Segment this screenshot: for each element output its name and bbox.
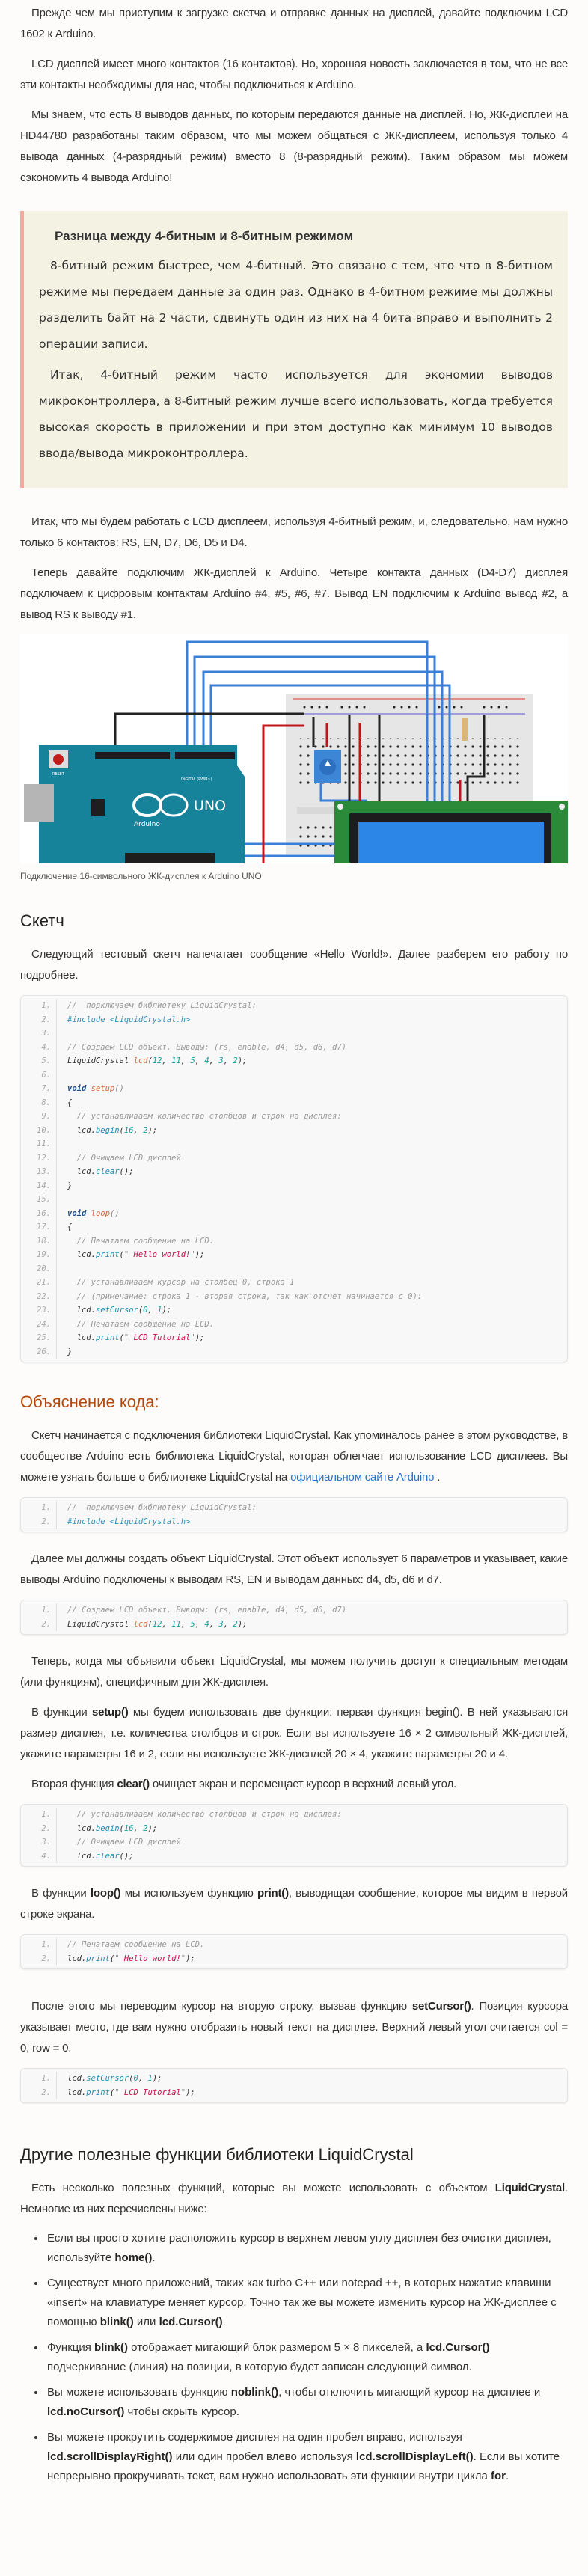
code-line	[21, 1290, 567, 1304]
code-text: // Очищаем LCD дисплей	[76, 1838, 181, 1847]
code-line	[21, 1303, 567, 1318]
line-number: 19.	[21, 1248, 57, 1262]
explain-paragraph-1	[20, 1425, 568, 1488]
code-line	[21, 1822, 567, 1836]
svg-text:RESET: RESET	[52, 772, 65, 777]
intro-paragraph-1: Прежде чем мы приступим к загрузке скетча и отправке данных на дисплей, давайте подключим LCD 1602 к Arduino.	[20, 7, 568, 40]
code-text: // Печатаем сообщение на LCD.	[76, 1319, 214, 1329]
code-line	[21, 1808, 567, 1822]
list-item: • Существует много приложений, таких как turbo C++ или notepad ++, в которых нажатие клавиши «insert» на клавиатуре меняет курсор. Точно так же вы можете изменить курсор на ЖК-дисплее с помощью blink() или lcd.Cursor().	[46, 2274, 568, 2332]
line-number: 1.	[21, 1501, 57, 1515]
code-line	[21, 1618, 567, 1632]
code-text: // Создаем LCD объект. Выводы: (rs, enable, d4, d5, d6, d7)	[67, 1606, 346, 1615]
line-number: 3.	[21, 1027, 57, 1041]
list-item: • Если вы просто хотите расположить курсор в верхнем левом углу дисплея без очистки дисплея, используйте home().	[46, 2229, 568, 2268]
line-number: 24.	[21, 1318, 57, 1332]
text: Вторая функция	[31, 1778, 117, 1790]
line-number: 4.	[21, 1041, 57, 1055]
code-text: void loop()	[67, 1208, 120, 1218]
line-number: 26.	[21, 1345, 57, 1359]
code-text: lcd.print(" Hello world!");	[67, 1954, 195, 1963]
code-text: // устанавливаем курсор на столбец 0, строка 1	[76, 1278, 295, 1287]
code-text: lcd.print(" LCD Tutorial");	[67, 2087, 195, 2097]
loop-function-name: loop()	[90, 1887, 121, 1900]
line-number: 18.	[21, 1235, 57, 1249]
code-text: #include <LiquidCrystal.h>	[67, 1015, 191, 1024]
code-text: }	[67, 1347, 73, 1356]
code-line	[21, 1165, 567, 1179]
line-number: 2.	[21, 1515, 57, 1529]
line-number: 2.	[21, 1013, 57, 1027]
code-line	[21, 1096, 567, 1110]
code-line	[21, 1137, 567, 1151]
line-number: 9.	[21, 1110, 57, 1124]
code-line	[21, 1193, 567, 1207]
code-text: // Создаем LCD объект. Выводы: (rs, enable, d4, d5, d6, d7)	[67, 1042, 346, 1052]
code-text: lcd.begin(16, 2);	[67, 1125, 158, 1135]
code-text	[57, 1027, 67, 1041]
explain-paragraph-6	[20, 1883, 568, 1925]
code-line	[21, 1235, 567, 1249]
code-line	[21, 1013, 567, 1027]
line-number: 2.	[21, 1618, 57, 1632]
callout-paragraph-1: 8-битный режим быстрее, чем 4-битный. Это связано с тем, что что в 8-битном режиме мы передаем данные за один раз. Однако в 4-битном режиме мы должны разделить байт на 2 части, сдвинуть один из них на 4 бита вправо и выполнить 2 операции записи.	[39, 259, 553, 351]
heading-code-explanation: Объяснение кода:	[20, 1392, 159, 1411]
code-line	[21, 1054, 567, 1068]
code-line	[21, 1262, 567, 1276]
code-text: // подключаем библиотеку LiquidCrystal:	[67, 1503, 257, 1512]
code-line	[21, 1938, 567, 1952]
explain-paragraph-2: Далее мы должны создать объект LiquidCrystal. Этот объект использует 6 параметров и указывает, какие выводы Arduino подключены к выводам RS, EN и выводам данных: d4, d5, d6 и d7.	[20, 1552, 568, 1586]
code-text: lcd.clear();	[67, 1167, 134, 1176]
wiring-paragraph-2: Теперь давайте подключим ЖК-дисплей к Arduino. Четыре контакта данных (D4-D7) дисплея подключаем к цифровым контактам Arduino #4, #5, #6, #7. Вывод EN подключим к Arduino вывод #2, а вывод RS к выводу #1.	[20, 566, 568, 621]
code-line	[21, 1515, 567, 1529]
line-number: 15.	[21, 1193, 57, 1207]
code-block-object[interactable]	[20, 1600, 568, 1635]
code-line	[21, 999, 567, 1013]
line-number: 13.	[21, 1165, 57, 1179]
code-text: {	[67, 1223, 73, 1232]
code-text: {	[67, 1098, 73, 1107]
wiring-diagram-image	[20, 634, 568, 863]
wiring-paragraph-1: Итак, что мы будем работать с LCD дисплеем, используя 4-битный режим, и, следовательно, нам нужно только 6 контактов: RS, EN, D7, D6, D5 и D4.	[20, 515, 568, 549]
line-number: 2.	[21, 2086, 57, 2100]
code-text: // (примечание: строка 1 - вторая строка, так как отсчет начинается с 0):	[76, 1291, 423, 1301]
wiring-figure	[20, 634, 568, 881]
line-number: 25.	[21, 1331, 57, 1345]
code-line	[21, 1603, 567, 1618]
line-number: 3.	[21, 1835, 57, 1850]
code-block-cursor[interactable]	[20, 2068, 568, 2103]
code-line	[21, 1318, 567, 1332]
text: мы будем использовать две функции: первая функция begin(). В ней указываются размер дисплея, т.е. количества столбцов и строк. Если вы используете 16 × 2 символьный ЖК-дисплей, укажите параметры 16 и 2, если вы используете ЖК-дисплей 20 × 4, укажите параметры 20 и 4.	[20, 1706, 568, 1760]
code-text: LiquidCrystal lcd(12, 11, 5, 4, 3, 2);	[67, 1056, 248, 1065]
code-line	[21, 1027, 567, 1041]
line-number: 5.	[21, 1054, 57, 1068]
code-text: // устанавливаем количество столбцов и строк на дисплея:	[76, 1112, 342, 1121]
code-block-include[interactable]	[20, 1497, 568, 1532]
code-text: lcd.setCursor(0, 1);	[67, 1306, 172, 1315]
list-item: • Вы можете использовать функцию noblink(), чтобы отключить мигающий курсор на дисплее и lcd.noCursor() чтобы скрыть курсор.	[46, 2383, 568, 2422]
svg-text:Arduino: Arduino	[134, 821, 160, 828]
code-text	[57, 1137, 67, 1151]
explain-paragraph-7	[20, 1996, 568, 2059]
code-line	[21, 1041, 567, 1055]
code-text: // Печатаем сообщение на LCD.	[76, 1236, 214, 1246]
line-number: 11.	[21, 1137, 57, 1151]
code-block-full-sketch[interactable]	[20, 995, 568, 1362]
code-line	[21, 1110, 567, 1124]
code-block-print[interactable]	[20, 1934, 568, 1969]
code-text: lcd.print(" Hello world!");	[67, 1250, 205, 1259]
code-line	[21, 1151, 567, 1166]
list-item: • Функция blink() отображает мигающий блок размером 5 × 8 пикселей, а lcd.Cursor() подчеркивание (линия) на позиции, в которую будет записан следующий символ.	[46, 2338, 568, 2377]
line-number: 6.	[21, 1068, 57, 1083]
code-text	[57, 1068, 67, 1083]
code-text: LiquidCrystal lcd(12, 11, 5, 4, 3, 2);	[67, 1619, 248, 1629]
code-block-setup[interactable]	[20, 1804, 568, 1867]
line-number: 1.	[21, 1808, 57, 1822]
list-item: • Вы можете прокрутить содержимое дисплея на один пробел вправо, используя lcd.scrollDisplayRight() или один пробел влево используя lcd.scrollDisplayLeft(). Если вы хотите непрерывно прокручивать текст, вам нужно использовать эти функции внутри цикла for.	[46, 2428, 568, 2486]
code-line	[21, 1331, 567, 1345]
print-function-name: print()	[257, 1887, 289, 1900]
circuit-illustration-icon	[20, 634, 568, 863]
explain-paragraph-4	[20, 1702, 568, 1765]
code-text: // устанавливаем количество столбцов и строк на дисплея:	[76, 1810, 342, 1819]
text: . Немногие из них перечислены ниже:	[20, 2182, 568, 2215]
explain-text: Скетч начинается с подключения библиотеки LiquidCrystal. Как упоминалось ранее в этом руководстве, в сообществе Arduino есть библиотека LiquidCrystal, которая облегчает использование LCD дисплеев. Вы можете узнать больше о библиотеке LiquidCrystal на	[20, 1429, 568, 1484]
code-line	[21, 2072, 567, 2086]
code-text: #include <LiquidCrystal.h>	[67, 1517, 191, 1526]
code-text	[57, 1193, 67, 1207]
code-text: lcd.print(" LCD Tutorial");	[67, 1333, 205, 1342]
code-line	[21, 1124, 567, 1138]
callout-title: Разница между 4-битным и 8-битным режимом	[55, 229, 354, 243]
explain-paragraph-3: Теперь, когда мы объявили объект LiquidCrystal, мы можем получить доступ к специальным методам (или функциям), специфичным для ЖК-дисплея.	[20, 1655, 568, 1689]
svg-text:UNO: UNO	[194, 798, 227, 814]
line-number: 1.	[21, 1938, 57, 1952]
code-text	[57, 1262, 67, 1276]
line-number: 7.	[21, 1082, 57, 1096]
line-number: 16.	[21, 1207, 57, 1221]
line-number: 1.	[21, 999, 57, 1013]
line-number: 12.	[21, 1151, 57, 1166]
line-number: 1.	[21, 1603, 57, 1618]
code-line	[21, 1082, 567, 1096]
code-text: // Печатаем сообщение на LCD.	[67, 1940, 205, 1949]
text: очищает экран и перемещает курсор в верхний левый угол.	[149, 1778, 456, 1790]
line-number: 10.	[21, 1124, 57, 1138]
other-intro	[20, 2178, 568, 2220]
code-line	[21, 2086, 567, 2100]
code-line	[21, 1248, 567, 1262]
code-line	[21, 1068, 567, 1083]
clear-function-name: clear()	[117, 1778, 150, 1790]
liquidcrystal-name: LiquidCrystal	[494, 2182, 566, 2194]
line-number: 20.	[21, 1262, 57, 1276]
setcursor-function-name: setCursor()	[411, 2000, 471, 2013]
line-number: 14.	[21, 1179, 57, 1193]
text: . Позиция курсора указывает место, где вам нужно отобразить новый текст на дисплее. Верхний левый угол считается col = 0, row = 0.	[20, 2000, 568, 2055]
explain-paragraph-5	[20, 1774, 568, 1795]
setup-function-name: setup()	[91, 1706, 129, 1719]
line-number: 21.	[21, 1276, 57, 1290]
line-number: 2.	[21, 1822, 57, 1836]
callout-4bit-vs-8bit	[20, 211, 568, 488]
line-number: 23.	[21, 1303, 57, 1318]
line-number: 22.	[21, 1290, 57, 1304]
sketch-intro: Следующий тестовый скетч напечатает сообщение «Hello World!». Далее разберем его работу по подробнее.	[20, 948, 568, 982]
line-number: 4.	[21, 1850, 57, 1864]
text: В функции	[31, 1706, 92, 1719]
code-line	[21, 1220, 567, 1235]
text: , выводящая сообщение, которое мы видим в первой строке экрана.	[20, 1887, 568, 1921]
code-line	[21, 1850, 567, 1864]
intro-paragraph-2: LCD дисплей имеет много контактов (16 контактов). Но, хорошая новость заключается в том, что не все эти контакты необходимы для нас, чтобы подключиться к Arduino.	[20, 58, 568, 91]
svg-text:DIGITAL (PWM~): DIGITAL (PWM~)	[181, 777, 212, 782]
line-number: 17.	[21, 1220, 57, 1235]
code-text: lcd.begin(16, 2);	[67, 1823, 158, 1833]
line-number: 1.	[21, 2072, 57, 2086]
code-text: // Очищаем LCD дисплей	[76, 1153, 181, 1163]
code-text: lcd.setCursor(0, 1);	[67, 2074, 162, 2083]
text: После этого мы переводим курсор на вторую строку, вызвав функцию	[31, 2000, 412, 2013]
text: Есть несколько полезных функций, которые вы можете использовать с объектом	[31, 2182, 495, 2194]
text: мы используем функцию	[120, 1887, 257, 1900]
heading-sketch: Скетч	[20, 911, 64, 930]
code-line	[21, 1835, 567, 1850]
code-text: }	[67, 1181, 73, 1190]
code-text: // подключаем библиотеку LiquidCrystal:	[67, 1001, 257, 1010]
code-line	[21, 1345, 567, 1359]
code-line	[21, 1207, 567, 1221]
line-number: 8.	[21, 1096, 57, 1110]
callout-paragraph-2: Итак, 4-битный режим часто используется для экономии выводов микроконтроллера, а 8-битный режим лучше всего использовать, когда требуется высокая скорость в приложении и при этом доступно как минимум 10 выводов ввода/вывода микроконтроллера.	[39, 368, 553, 460]
code-line	[21, 1501, 567, 1515]
heading-other-functions: Другие полезные функции библиотеки LiquidCrystal	[20, 2145, 414, 2164]
intro-paragraph-3: Мы знаем, что есть 8 выводов данных, по которым передаются данные на дисплей. Но, ЖК-дисплеи на HD44780 разработаны таким образом, что мы можем общаться с ЖК-дисплеем, используя только 4 вывода данных (4-разрядный режим) вместо 8 (8-разрядный режим). Таким образом мы можем сэкономить 4 вывода Arduino!	[20, 108, 568, 184]
code-text: void setup()	[67, 1084, 124, 1093]
code-line	[21, 1276, 567, 1290]
code-line	[21, 1952, 567, 1966]
explain-text-end: .	[434, 1471, 441, 1484]
figure-caption: Подключение 16-символьного ЖК-дисплея к Arduino UNO	[20, 871, 262, 881]
functions-list	[20, 2229, 568, 2486]
text: В функции	[31, 1887, 91, 1900]
line-number: 2.	[21, 1952, 57, 1966]
arduino-official-site-link[interactable]: официальном сайте Arduino	[290, 1471, 435, 1484]
code-line	[21, 1179, 567, 1193]
code-text: lcd.clear();	[67, 1851, 134, 1861]
